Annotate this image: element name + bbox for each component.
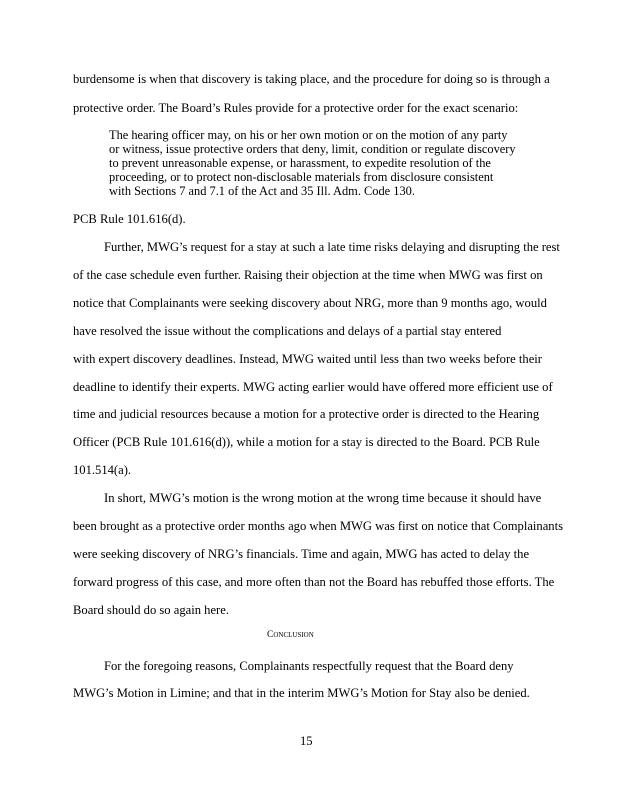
paragraph-2-line-1: Further, MWG’s request for a stay at such a late time risks delaying and disrupting the rest: [104, 240, 560, 254]
page-number: 15: [300, 734, 313, 748]
block-quote-line-2: or witness, issue protective orders that deny, limit, condition or regulate discovery: [109, 142, 516, 156]
paragraph-1-line-1: burdensome is when that discovery is taking place, and the procedure for doing so is through a: [73, 72, 550, 86]
paragraph-2-line-4: have resolved the issue without the complications and delays of a partial stay entered: [73, 324, 502, 338]
paragraph-1-line-2: protective order. The Board’s Rules provide for a protective order for the exact scenario:: [73, 101, 519, 115]
block-quote-line-3: to prevent unreasonable expense, or harassment, to expedite resolution of the: [109, 156, 491, 170]
block-quote-line-5: with Sections 7 and 7.1 of the Act and 35 Ill. Adm. Code 130.: [109, 184, 415, 198]
conclusion-heading: Conclusion: [267, 630, 314, 640]
paragraph-4-line-1: For the foregoing reasons, Complainants respectfully request that the Board deny: [104, 659, 514, 673]
paragraph-2-line-9: 101.514(a).: [73, 463, 132, 477]
paragraph-2-line-5: with expert discovery deadlines. Instead, MWG waited until less than two weeks before their: [73, 352, 542, 366]
paragraph-2-line-7: time and judicial resources because a motion for a protective order is directed to the Hearing: [73, 407, 540, 421]
block-quote-line-4: proceeding, or to protect non-disclosable materials from disclosure consistent: [109, 170, 494, 184]
paragraph-3-line-4: forward progress of this case, and more often than not the Board has rebuffed those efforts. The: [73, 575, 555, 589]
paragraph-3-line-3: were seeking discovery of NRG’s financials. Time and again, MWG has acted to delay the: [73, 547, 530, 561]
paragraph-2-line-8: Officer (PCB Rule 101.616(d)), while a motion for a stay is directed to the Board. PCB Rule: [73, 435, 540, 449]
paragraph-3-line-5: Board should do so again here.: [73, 603, 229, 617]
paragraph-3-line-1: In short, MWG’s motion is the wrong motion at the wrong time because it should have: [104, 491, 542, 505]
paragraph-3-line-2: been brought as a protective order months ago when MWG was first on notice that Complainants: [73, 519, 563, 533]
paragraph-2-line-6: deadline to identify their experts. MWG acting earlier would have offered more efficient use of: [73, 380, 553, 394]
block-quote-line-1: The hearing officer may, on his or her own motion or on the motion of any party: [109, 128, 508, 142]
paragraph-2-line-2: of the case schedule even further. Raising their objection at the time when MWG was first on: [73, 268, 543, 282]
paragraph-2-line-3: notice that Complainants were seeking discovery about NRG, more than 9 months ago, would: [73, 296, 547, 310]
paragraph-4-line-2: MWG’s Motion in Limine; and that in the interim MWG’s Motion for Stay also be denied.: [73, 686, 530, 700]
citation-line: PCB Rule 101.616(d).: [73, 212, 186, 226]
